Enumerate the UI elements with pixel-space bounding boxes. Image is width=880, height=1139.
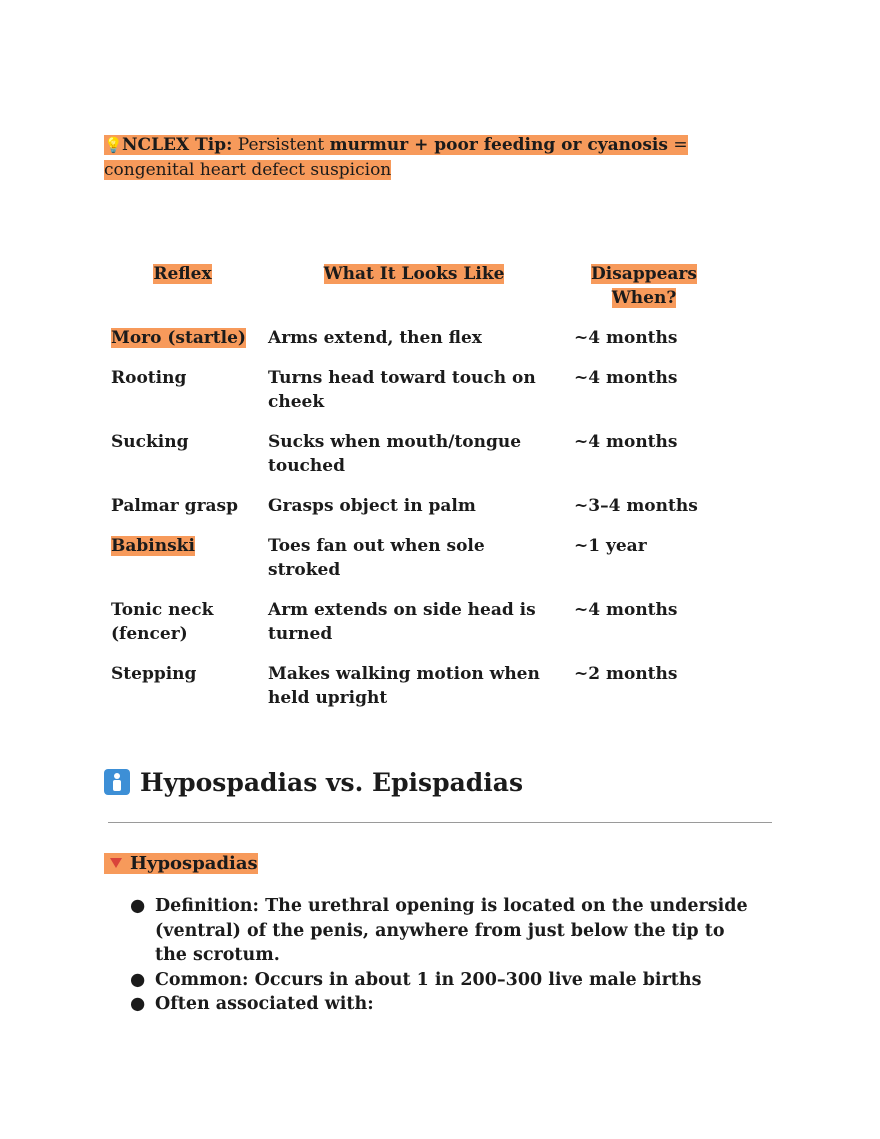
cell-looks: Sucks when mouth/tongue touched — [268, 432, 522, 476]
cell-when: ~1 year — [574, 536, 647, 556]
table-row — [104, 662, 721, 726]
cell-reflex: Moro (startle) — [111, 328, 246, 348]
tip-label: NCLEX Tip: — [122, 135, 233, 155]
cell-reflex: Stepping — [111, 664, 197, 684]
person-icon — [104, 769, 130, 795]
cell-when: ~4 months — [574, 432, 678, 452]
cell-when: ~4 months — [574, 600, 678, 620]
cell-looks: Arms extend, then flex — [268, 328, 482, 348]
tip-line-2: congenital heart defect suspicion — [104, 160, 392, 180]
cell-looks: Turns head toward touch on cheek — [268, 368, 536, 412]
cell-looks: Makes walking motion when held upright — [268, 664, 540, 708]
header-looks: What It Looks Like — [323, 264, 505, 284]
cell-reflex: Rooting — [111, 368, 187, 388]
subsection-heading — [104, 851, 258, 876]
cell-when: ~4 months — [574, 328, 678, 348]
table-header-row — [104, 262, 721, 326]
table-row — [104, 598, 721, 662]
section-title: Hypospadias vs. Epispadias — [140, 768, 524, 797]
cell-reflex: Palmar grasp — [111, 496, 238, 516]
subsection-title: Hypospadias — [130, 853, 258, 874]
tip-bold: murmur + poor feeding or cyanosis — [329, 135, 668, 155]
cell-reflex: Tonic neck (fencer) — [111, 600, 214, 644]
table-row — [104, 366, 721, 430]
cell-looks: Grasps object in palm — [268, 496, 476, 516]
cell-when: ~2 months — [574, 664, 678, 684]
cell-when: ~4 months — [574, 368, 678, 388]
list-item: ● Common: Occurs in about 1 in 200–300 live male births — [130, 969, 702, 990]
cell-looks: Arm extends on side head is turned — [268, 600, 536, 644]
header-reflex: Reflex — [153, 264, 212, 284]
cell-reflex: Babinski — [111, 536, 195, 556]
tip-text-1: Persistent — [232, 135, 330, 155]
cell-when: ~3–4 months — [574, 496, 698, 516]
table-row — [104, 430, 721, 494]
header-when: Disappears When? — [591, 264, 697, 308]
divider — [108, 822, 772, 823]
tip-text-2: = — [667, 135, 688, 155]
table-row — [104, 326, 721, 366]
reflex-table — [104, 262, 721, 726]
list-item: ● Definition: The urethral opening is located on the underside (ventral) of the penis, anywhere from just below the tip to the scrotum. — [130, 896, 748, 965]
hypospadias-list — [130, 894, 760, 1017]
list-item: ● Often associated with: — [130, 994, 374, 1014]
table-row — [104, 534, 721, 598]
nclex-tip — [104, 133, 744, 183]
section-heading — [104, 765, 523, 801]
red-triangle-down-icon — [110, 858, 122, 868]
cell-reflex: Sucking — [111, 432, 189, 452]
cell-looks: Toes fan out when sole stroked — [268, 536, 485, 580]
table-row — [104, 494, 721, 534]
lightbulb-icon: 💡 — [104, 136, 123, 154]
